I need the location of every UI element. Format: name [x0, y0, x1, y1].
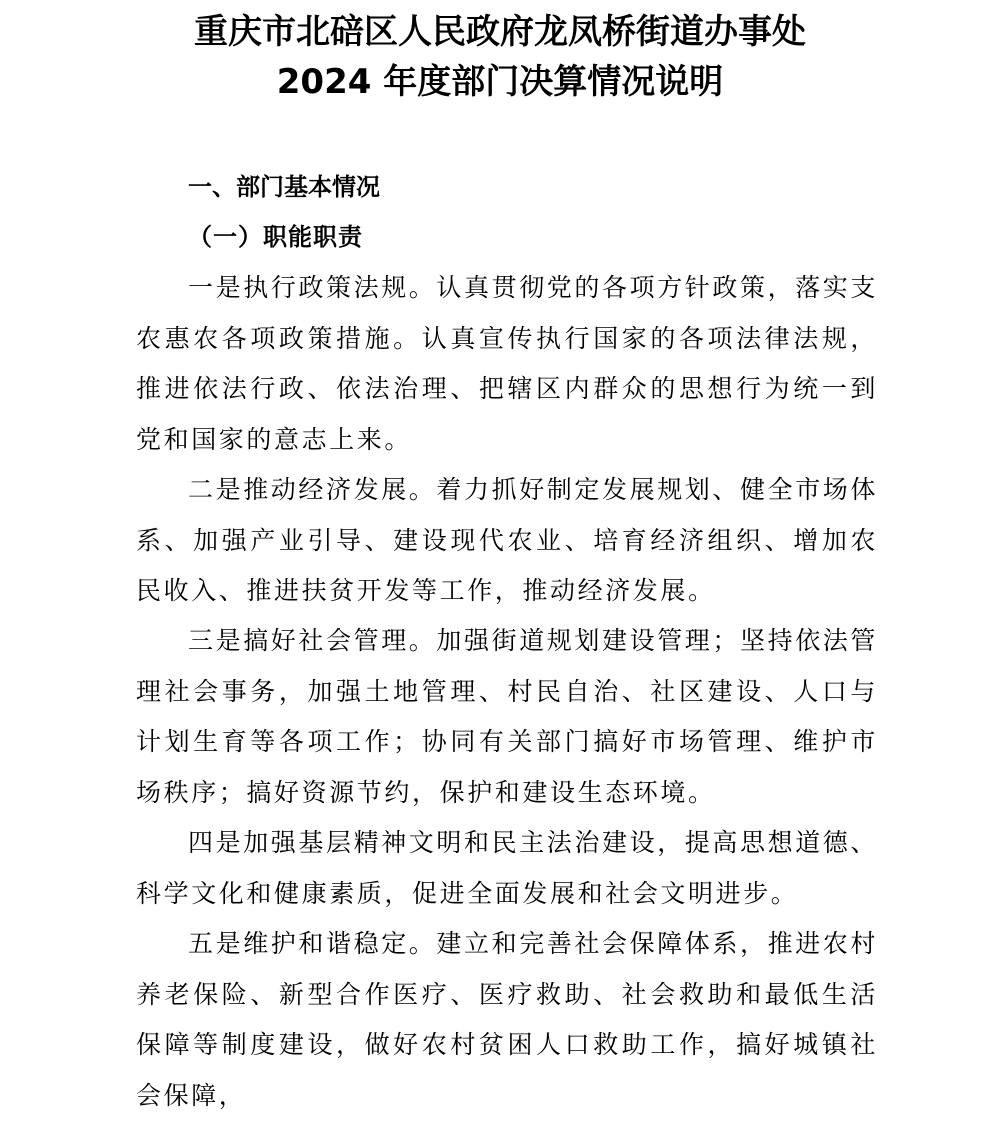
document-title-line-2: 2024 年度部门决算情况说明 — [276, 62, 724, 102]
paragraph-civilization: 四是加强基层精神文明和民主法治建设，提高思想道德、科学文化和健康素质，促进全面发展和社会文明进步。 — [136, 828, 879, 908]
paragraph-stability: 五是维护和谐稳定。建立和完善社会保障体系，推进农村养老保险、新型合作医疗、医疗救助、社会救助和最低生活保障等制度建设，做好农村贫困人口救助工作，搞好城镇社会保障， — [136, 929, 879, 1110]
paragraph-economy: 二是推动经济发展。着力抓好制定发展规划、健全市场体系、加强产业引导、建设现代农业、培育经济组织、增加农民收入、推进扶贫开发等工作，推动经济发展。 — [136, 475, 879, 605]
paragraph-policy: 一是执行政策法规。认真贯彻党的各项方针政策，落实支农惠农各项政策措施。认真宣传执行国家的各项法律法规，推进依法行政、依法治理、把辖区内群众的思想行为统一到党和国家的意志上来。 — [136, 273, 879, 454]
section-heading: 一、部门基本情况 — [188, 173, 380, 201]
document-title-line-1: 重庆市北碚区人民政府龙凤桥街道办事处 — [194, 12, 806, 52]
paragraph-social-management: 三是搞好社会管理。加强街道规划建设管理；坚持依法管理社会事务，加强土地管理、村民自治、社区建设、人口与计划生育等各项工作；协同有关部门搞好市场管理、维护市场秩序；搞好资源节约，保护和建设生态环境。 — [136, 626, 879, 807]
subsection-heading: （一）职能职责 — [188, 222, 363, 251]
